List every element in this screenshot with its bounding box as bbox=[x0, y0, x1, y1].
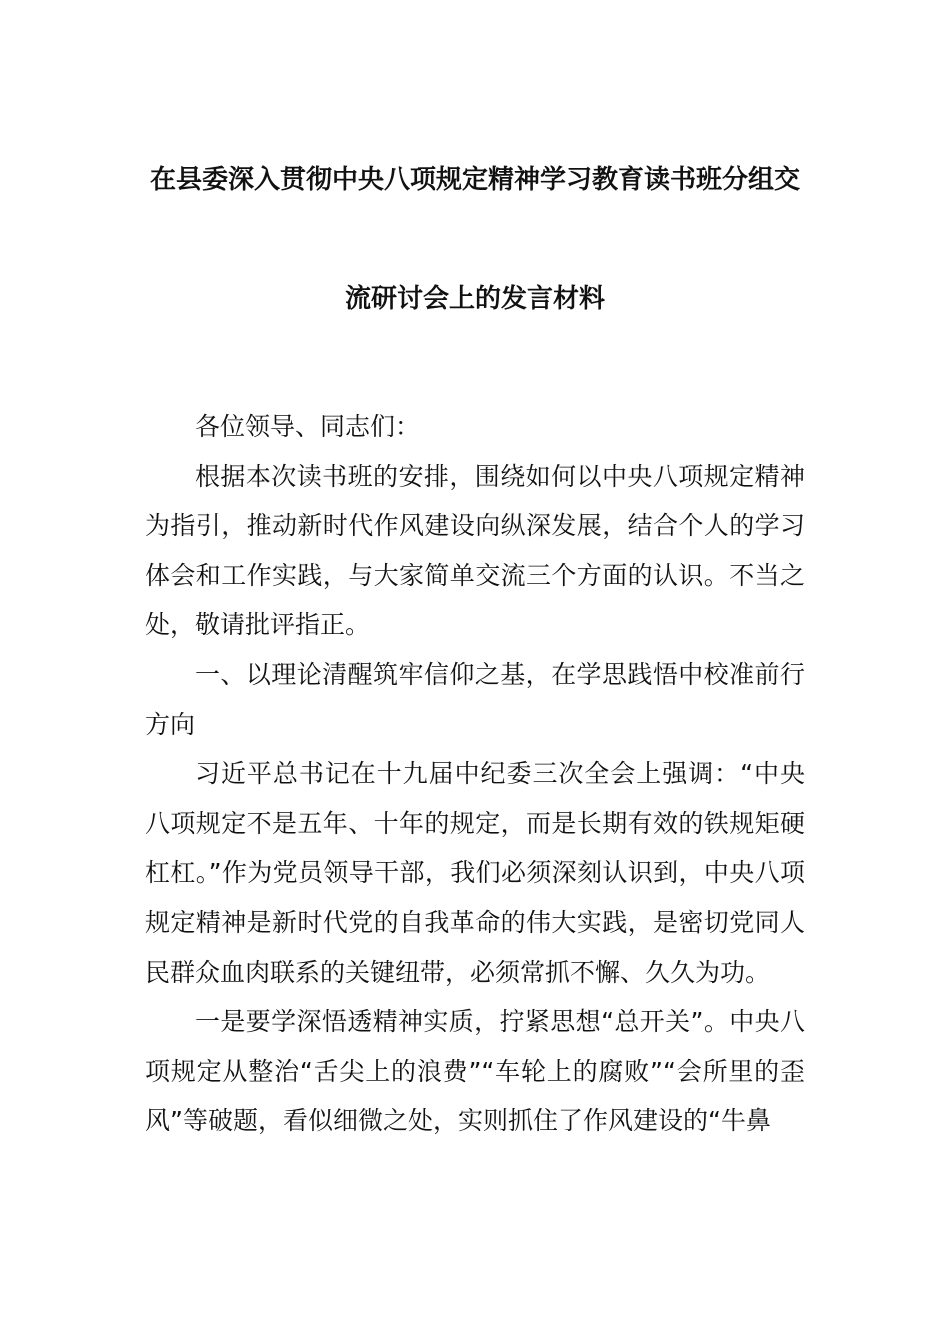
document-title-line-1: 在县委深入贯彻中央八项规定精神学习教育读书班分组交 bbox=[149, 165, 800, 195]
document-body bbox=[145, 402, 805, 1146]
salutation-paragraph: 各位领导、同志们： bbox=[195, 412, 421, 441]
intro-paragraph: 根据本次读书班的安排，围绕如何以中央八项规定精神为指引，推动新时代作风建设向纵深发展，结合个人的学习体会和工作实践，与大家简单交流三个方面的认识。不当之处，敬请批评指正。 bbox=[145, 461, 805, 640]
body-paragraph: 习近平总书记在十九届中纪委三次全会上强调：“中央八项规定不是五年、十年的规定，而是长期有效的铁规矩硬杠杠。”作为党员领导干部，我们必须深刻认识到，中央八项规定精神是新时代党的自我革命的伟大实践，是密切党同人民群众血肉联系的关键纽带，必须常抓不懈、久久为功。 bbox=[145, 759, 805, 987]
body-paragraph: 一是要学深悟透精神实质，拧紧思想“总开关”。中央八项规定从整治“舌尖上的浪费”“车轮上的腐败”“会所里的歪风”等破题，看似细微之处，实则抓住了作风建设的“牛鼻 bbox=[145, 1007, 805, 1136]
document-title-line-2: 流研讨会上的发言材料 bbox=[344, 284, 605, 314]
section-heading-1: 一、以理论清醒筑牢信仰之基，在学思践悟中校准前行方向 bbox=[145, 659, 805, 739]
